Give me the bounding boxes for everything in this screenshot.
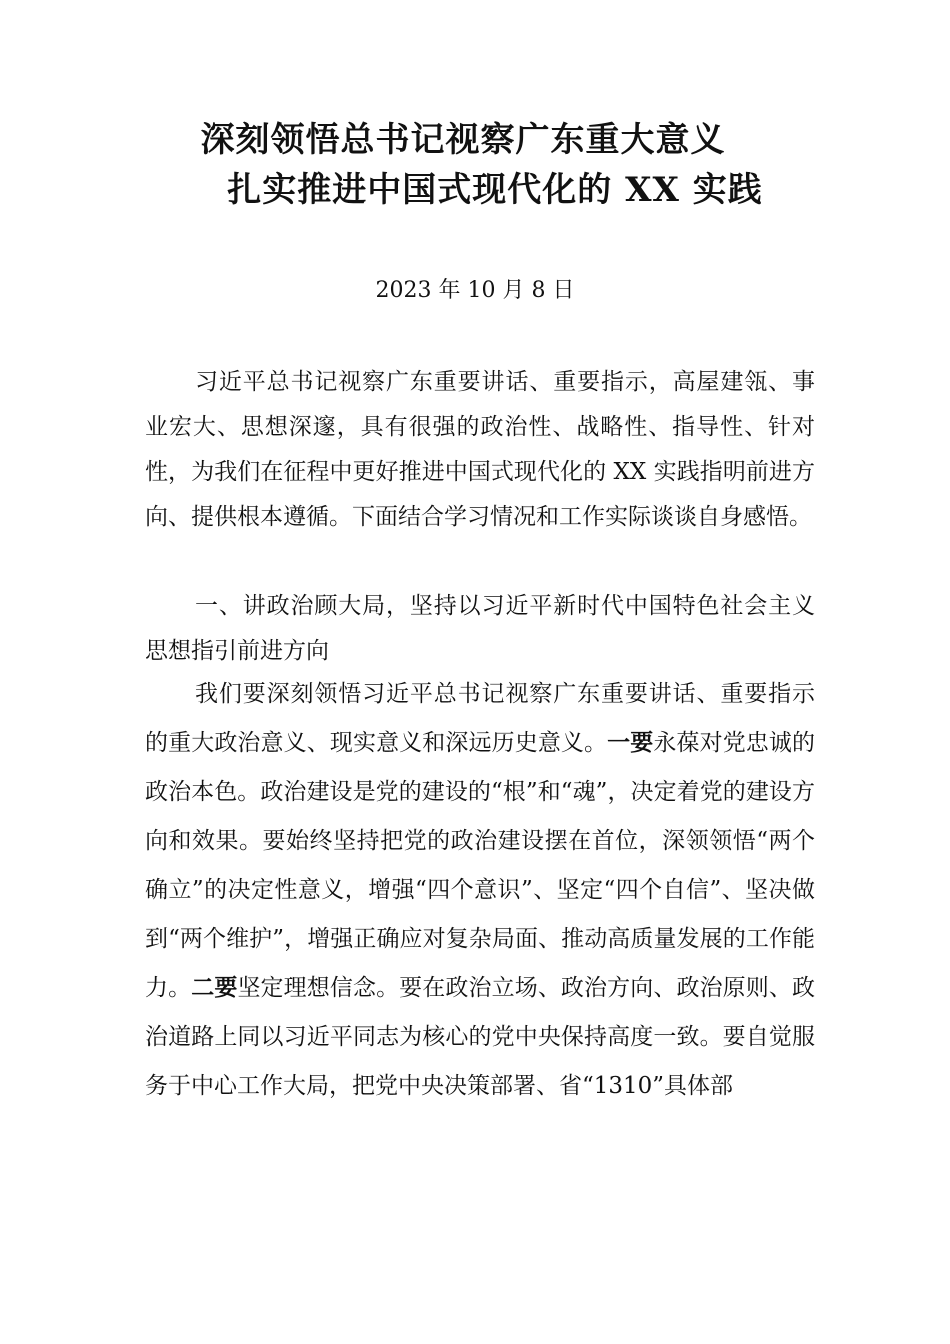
point-2-label: 二要: [191, 975, 238, 1001]
section-heading-1: 一、讲政治顾大局，坚持以习近平新时代中国特色社会主义思想指引前进方向: [145, 593, 815, 664]
point-1-text: 永葆对党忠诚的政治本色。政治建设是党的建设的“根”和“魂”，决定着党的建设方向和效果。要始终坚持把党的政治建设摆在首位，深领领悟“两个确立”的决定性意义，增强“四个意识”、坚定“四个自信”、坚决做到“两个维护”，增强正确应对复杂局面、推动高质量发展的工作能力。: [145, 730, 816, 1001]
document-title-line-2: 扎实推进中国式现代化的 XX 实践: [227, 170, 763, 210]
paragraph-section-1-intro: 我们要深刻领悟习近平总书记视察广东重要讲话、重要指示的重大政治意义、现实意义和深远历史意义。: [145, 681, 815, 756]
document-date: 2023 年 10 月 8 日: [375, 278, 575, 303]
document-title-line-1: 深刻领悟总书记视察广东重大意义: [200, 120, 726, 160]
paragraph-intro: 习近平总书记视察广东重要讲话、重要指示，高屋建瓴、事业宏大、思想深邃，具有很强的政治性、战略性、指导性、针对性，为我们在征程中更好推进中国式现代化的 XX 实践指明前进方向、提供根本遵循。下面结合学习情况和工作实际谈谈自身感悟。: [145, 369, 815, 530]
point-1-label: 一要: [607, 730, 654, 756]
paragraph-section-1: [145, 670, 815, 1111]
point-2-text: 坚定理想信念。要在政治立场、政治方向、政治原则、政治道路上同以习近平同志为核心的党中央保持高度一致。要自觉服务于中心工作大局，把党中央决策部署、省“1310”具体部: [145, 975, 816, 1099]
